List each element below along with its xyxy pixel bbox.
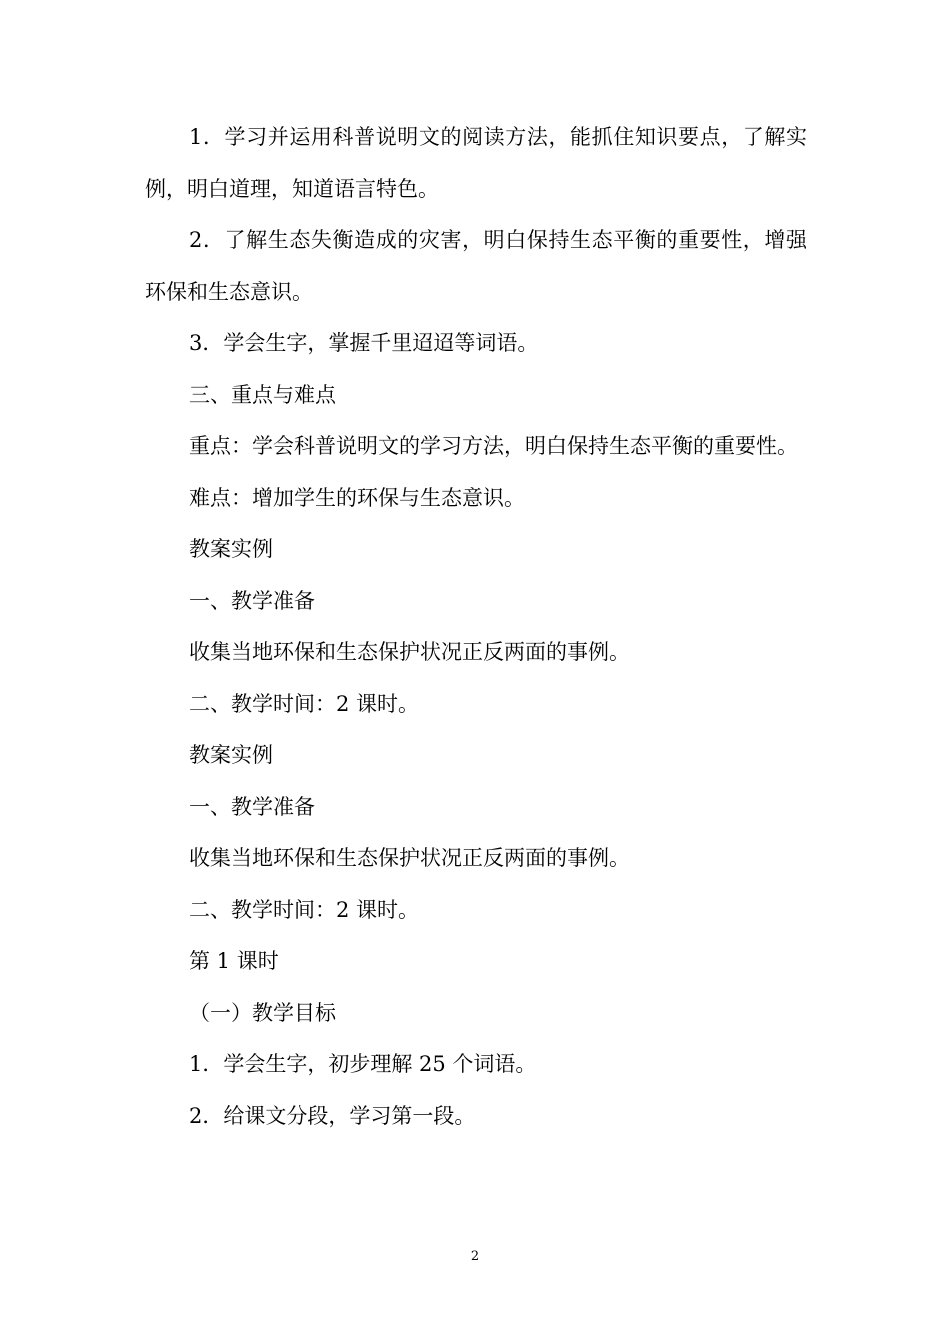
heading-teaching-goals: （一）教学目标 [189,1000,336,1025]
paragraph-teaching-time: 二、教学时间：2 课时。 [189,691,420,716]
paragraph-goal-1: 1．学会生字，初步理解 25 个词语。 [189,1052,537,1076]
document-body [145,112,807,1142]
paragraph-preparation-repeat: 收集当地环保和生态保护状况正反两面的事例。 [189,846,630,870]
paragraph-objective-3: 3．学会生字，掌握千里迢迢等词语。 [189,331,539,355]
heading-lesson-1: 第 1 课时 [189,949,279,973]
page-number: 2 [470,1249,480,1264]
heading-preparation-repeat: 一、教学准备 [189,794,315,819]
heading-lesson-example: 教案实例 [189,537,273,561]
paragraph-objective-2: 2．了解生态失衡造成的灾害，明白保持生态平衡的重要性，增强环保和生态意识。 [145,228,807,304]
paragraph-goal-2: 2．给课文分段，学习第一段。 [189,1103,476,1128]
paragraph-difficulty: 难点：增加学生的环保与生态意识。 [189,485,525,510]
heading-lesson-example-repeat: 教案实例 [189,743,273,767]
paragraph-key-point: 重点：学会科普说明文的学习方法，明白保持生态平衡的重要性。 [189,434,798,458]
heading-preparation: 一、教学准备 [189,588,315,613]
paragraph-teaching-time-repeat: 二、教学时间：2 课时。 [189,897,420,922]
paragraph-objective-1: 1．学习并运用科普说明文的阅读方法，能抓住知识要点，了解实例，明白道理，知道语言特色。 [145,125,807,201]
heading-key-points: 三、重点与难点 [189,382,336,407]
paragraph-preparation: 收集当地环保和生态保护状况正反两面的事例。 [189,640,630,664]
